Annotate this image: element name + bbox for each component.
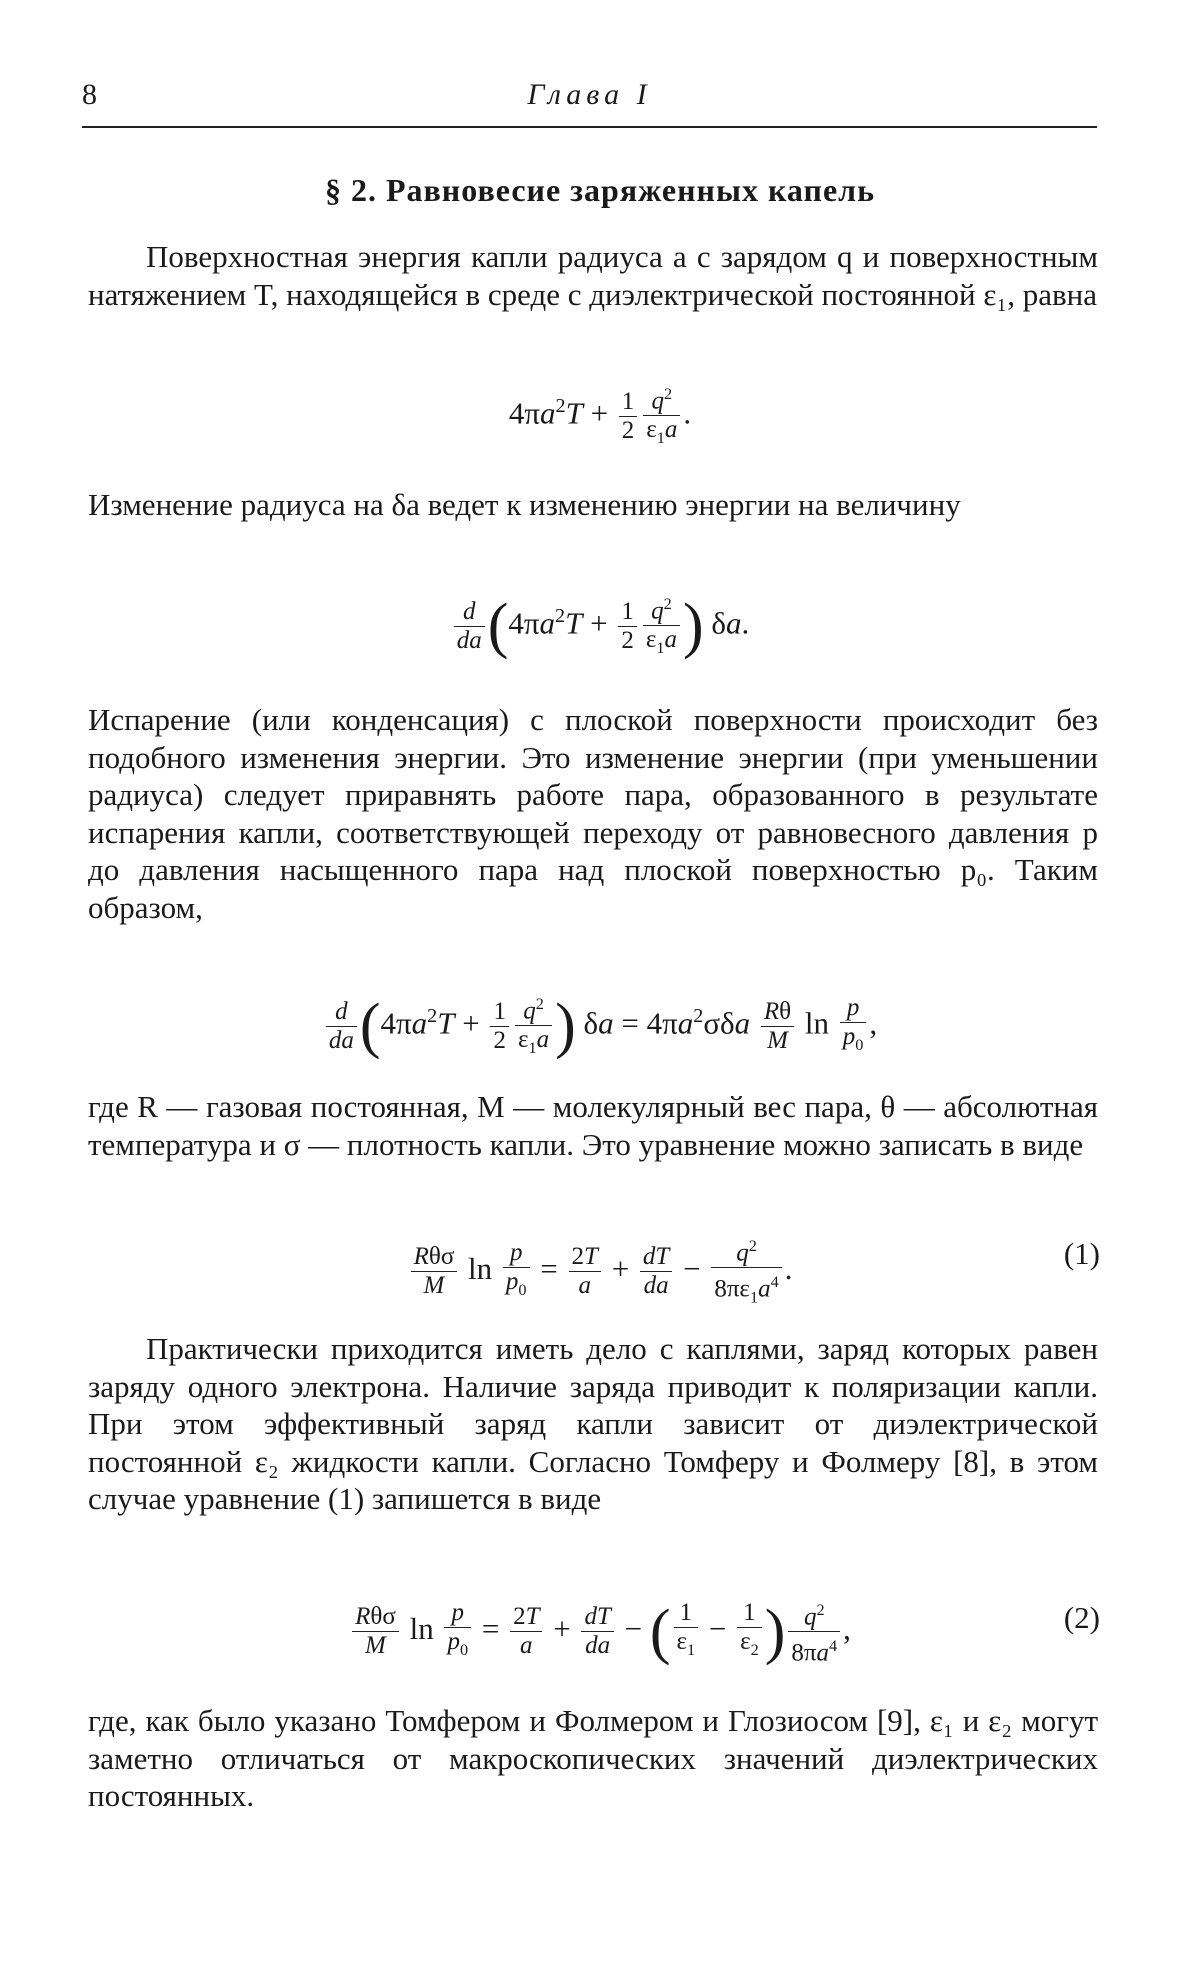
paragraph-4: где R — газовая постоянная, M — молекулярный вес пара, θ — абсолютная температура и σ — плотность капли. Это уравнение можно записать в виде [88, 1089, 1098, 1162]
equation-2: $\frac{\text{Rθσ}}{M}$ ln $\frac{p}{p_0}$ = $\frac{2T}{a}$ + $\frac{dT}{da}$ − ( $\frac{1}{\varepsilon_1}$ − $\frac{1}{\varepsilon_2}$ ) $\frac{q^2}{8\pi a^4}$ , [0, 1596, 1200, 1668]
section-title: § 2. Равновесие заряженных капель [324, 172, 876, 208]
equation-number-1: (1) [1063, 1236, 1100, 1271]
equation-number-2: (2) [1063, 1600, 1100, 1635]
page-number: 8 [82, 78, 97, 111]
equation-1: $\frac{\text{Rθσ}}{M}$ ln $\frac{p}{p_0}$ = $\frac{2T}{a}$ + $\frac{dT}{da}$ − $\frac{q^2}{8\pi\varepsilon_1a^4}$ . [0, 1232, 1200, 1312]
paragraph-3: Испарение (или конденсация) с плоской поверхности происходит без подобного изменения энергии. Это изменение энергии (при уменьшении радиуса) следует приравнять работе пара, образованного в результате испарения капли, соответствующей переходу от равновесного давления p до давления насыщенного пара над плоской поверхностью p₀. Таким образом, [88, 702, 1098, 925]
paragraph-5: Практически приходится иметь дело с каплями, заряд которых равен заряду одного электрона. Наличие заряда приводит к поляризации капли. При этом эффективный заряд капли зависит от диэлектрической постоянной ε₂ жидкости капли. Согласно Томферу и Фолмеру [8], в этом случае уравнение (1) запишется в виде [88, 1331, 1098, 1516]
equation-work-balance: $\frac{d}{da}$ ($4\pi a^2T$ + $\frac{1}{2}$ $\frac{q^2}{\varepsilon_1a}$ ) $\delta a = 4\pi a^2\sigma\delta a$ $\frac{R\theta}{M}$ ln $\frac{p}{p_0}$ , [0, 990, 1200, 1062]
equation-surface-energy: $4\pi a^2T$ + $\frac{1}{2}$ $\frac{q^2}{\varepsilon_1a}$ . [0, 380, 1200, 452]
equation-energy-change: $\frac{d}{da}$ ($4\pi a^2T$ + $\frac{1}{2}$ $\frac{q^2}{\varepsilon_1a}$ ) δa. [0, 590, 1200, 662]
page-header [82, 78, 1097, 128]
paragraph-1: Поверхностная энергия капли радиуса a с зарядом q и поверхностным натяжением T, находящейся в среде с диэлектрической постоянной ε₁, равна [88, 239, 1098, 312]
running-title: Глава I [527, 78, 652, 111]
paragraph-2: Изменение радиуса на δa ведет к изменению энергии на величину [88, 487, 961, 522]
paragraph-6: где, как было указано Томфером и Фолмером и Глозиосом [9], ε₁ и ε₂ могут заметно отличаться от макроскопических значений диэлектрических постоянных. [88, 1703, 1098, 1813]
